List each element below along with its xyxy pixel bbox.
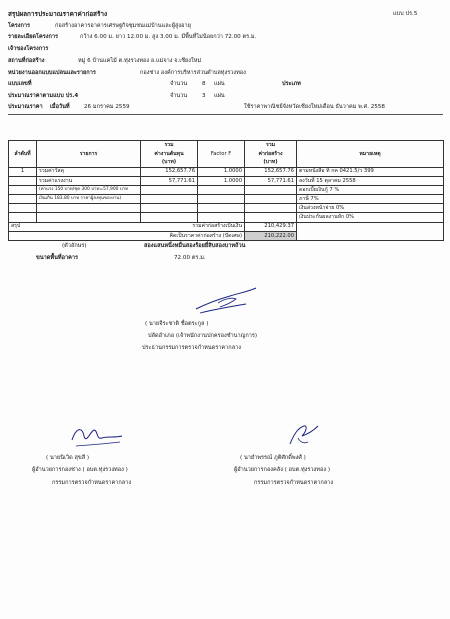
- row-cost: 57,771.61: [141, 176, 198, 185]
- signature-main: [190, 283, 260, 317]
- left-signer-role: ผู้อำนวยการกองช่าง ( อบต.ทุ่งรวงทอง ): [32, 467, 128, 473]
- row-item: เงินเกิน 183.80 บาท ราคาผู้ลงทุนของงาน): [37, 195, 141, 204]
- summary-label: สรุป: [9, 222, 37, 231]
- row-factor: 1.0000: [198, 167, 245, 176]
- form4-unit: แผ่น: [214, 93, 225, 99]
- row-item: [37, 204, 141, 213]
- summary-row: [9, 222, 444, 231]
- row-total: [245, 185, 297, 194]
- table-row: [9, 167, 444, 176]
- row-cost: [141, 204, 198, 213]
- date-label: ประมาณราคา: [8, 104, 43, 110]
- row-factor: [198, 204, 245, 213]
- row-item: รวมค่าแรงงาน: [37, 176, 141, 185]
- rounded-value: 210,222.00: [245, 231, 297, 240]
- owner-label: เจ้าของโครงการ: [8, 46, 49, 52]
- row-cost: [141, 195, 198, 204]
- row-no: [9, 213, 37, 222]
- location-value: หมู่ 6 บ้านแคไม้ ต.ทุ่งรวงทอง อ.แม่จาง จ.เชียงใหม่: [78, 58, 202, 64]
- area-value: 72.00 ตร.ม.: [174, 255, 206, 261]
- location-label: สถานที่ก่อสร้าง: [8, 58, 45, 64]
- form-number: แบบ ปร.5: [393, 11, 418, 17]
- row-note: เงินล่วงหน้าจ่าย 0%: [297, 204, 444, 213]
- letters-label: (ตัวอักษร): [62, 243, 87, 249]
- header-item: รายการ: [37, 141, 141, 168]
- main-signer-role: ปลัดอำเภอ (เจ้าพนักงานปกครองชำนาญการ): [148, 333, 258, 339]
- project-value: ก่อสร้างอาคารอาคารเศรษฐกิจชุมชนแม่บ้านและผู้สูงอายุ: [55, 23, 191, 29]
- date-value: 26 มกราคม 2559: [84, 104, 130, 110]
- row-note: ลงวันที่ 15 ตุลาคม 2558: [297, 176, 444, 185]
- area-label: ขนาดพื้นที่อาคาร: [36, 255, 79, 261]
- header-cost-unit: (บาท): [141, 158, 198, 167]
- main-signer-committee: ประธานกรรมการตรวจกำหนดราคากลาง: [142, 345, 241, 351]
- summary-text: รวมค่าก่อสร้างเป็นเงิน: [37, 222, 245, 231]
- row-note: เงินประกันผลงานหัก 0%: [297, 213, 444, 222]
- table-header-row: [9, 141, 444, 150]
- detail-value: กว้าง 6.00 ม. ยาว 12.00 ม. สูง 3.00 ม. มีพื้นที่ไม่น้อยกว่า 72.00 ตร.ม.: [80, 34, 257, 40]
- rounded-row: [9, 231, 444, 240]
- left-signer-committee: กรรมการตรวจกำหนดราคากลาง: [52, 480, 132, 486]
- header-divider: [8, 114, 443, 115]
- left-signer-name: ( นายนิเวิด สุขสี ): [46, 455, 90, 461]
- row-item: รวมค่าวัสดุ: [37, 167, 141, 176]
- header-total-top: รวม: [245, 141, 297, 150]
- row-cost: [141, 213, 198, 222]
- row-total: [245, 204, 297, 213]
- row-factor: [198, 213, 245, 222]
- row-total: 57,771.61: [245, 176, 297, 185]
- plan-no-label: แบบเลขที่: [8, 81, 32, 87]
- designer-value: กองช่าง องค์การบริหารส่วนตำบลทุ่งรวงทอง: [140, 70, 246, 76]
- row-factor: [198, 185, 245, 194]
- row-no: [9, 185, 37, 194]
- header-total-unit: (บาท): [245, 158, 297, 167]
- row-no: [9, 176, 37, 185]
- signature-right: [284, 420, 324, 450]
- table-row: [9, 195, 444, 204]
- header-note: หมายเหตุ: [297, 141, 444, 168]
- rounded-text: คิดเป็นราคาค่าก่อสร้าง (ปัดเศษ): [37, 231, 245, 240]
- header-total-mid: ค่าก่อสร้าง: [245, 150, 297, 159]
- form4-count-label: จำนวน: [170, 93, 188, 99]
- type-label: ประเภท: [282, 81, 301, 87]
- detail-label: รายละเอียดโครงการ: [8, 34, 59, 40]
- form4-label: ประมาณราคาตามแบบ ปร.4: [8, 93, 79, 99]
- cost-table: [8, 140, 444, 241]
- row-note: ภาษี 7%: [297, 195, 444, 204]
- row-total: [245, 195, 297, 204]
- right-signer-committee: กรรมการตรวจกำหนดราคากลาง: [254, 480, 334, 486]
- header-cost-mid: ค่างานต้นทุน: [141, 150, 198, 159]
- plan-count-label: จำนวน: [170, 81, 188, 87]
- right-signer-name: ( นายำพรรณ์ ภูติศักดิ์พงศ์ ): [240, 455, 306, 461]
- form4-count: 3: [202, 93, 206, 99]
- header-no: ลำดับที่: [9, 141, 37, 168]
- row-no: [9, 204, 37, 213]
- main-signer-name: ( นายจีระชาติ ชื่อตระกูล ): [145, 321, 209, 327]
- plan-unit: แผ่น: [214, 81, 225, 87]
- table-row: [9, 204, 444, 213]
- header-factor: Factor F: [198, 141, 245, 168]
- table-row: [9, 176, 444, 185]
- row-item: (ค่าแรง 150 บาท/ชุด 300 บาท=57,900 บาท: [37, 185, 141, 194]
- table-row: [9, 213, 444, 222]
- table-row: [9, 185, 444, 194]
- row-total: 152,657.76: [245, 167, 297, 176]
- row-total: [245, 213, 297, 222]
- row-cost: [141, 185, 198, 194]
- row-factor: 1.0000: [198, 176, 245, 185]
- plan-count: 8: [202, 81, 206, 87]
- right-signer-role: ผู้อำนวยการกองคลัง ( อบต.ทุ่งรวงทอง ): [234, 467, 331, 473]
- price-reference: ใช้ราคาพาณิชย์จังหวัดเชียงใหม่เดือน ธันวาคม พ.ศ. 2558: [244, 104, 385, 110]
- signature-left: [68, 418, 128, 450]
- row-note: ดอกเบี้ยเงินกู้ 7 %: [297, 185, 444, 194]
- header-cost-top: รวม: [141, 141, 198, 150]
- document-title: สรุปผลการประมาณราคาค่าก่อสร้าง: [8, 10, 108, 18]
- project-label: โครงการ: [8, 23, 31, 29]
- summary-value: 210,429.37: [245, 222, 297, 231]
- row-no: [9, 195, 37, 204]
- letters-value: สองแสนหนึ่งหมื่นสองร้อยยี่สิบสองบาทถ้วน: [144, 243, 246, 249]
- row-note: ตามหนังสือ ที่ กค 0421.5/ว 399: [297, 167, 444, 176]
- row-item: [37, 213, 141, 222]
- row-factor: [198, 195, 245, 204]
- row-no: 1: [9, 167, 37, 176]
- date-key: เมื่อวันที่: [50, 104, 70, 110]
- row-cost: 152,657.76: [141, 167, 198, 176]
- designer-label: หน่วยงานออกแบบแปลนและรายการ: [8, 70, 96, 76]
